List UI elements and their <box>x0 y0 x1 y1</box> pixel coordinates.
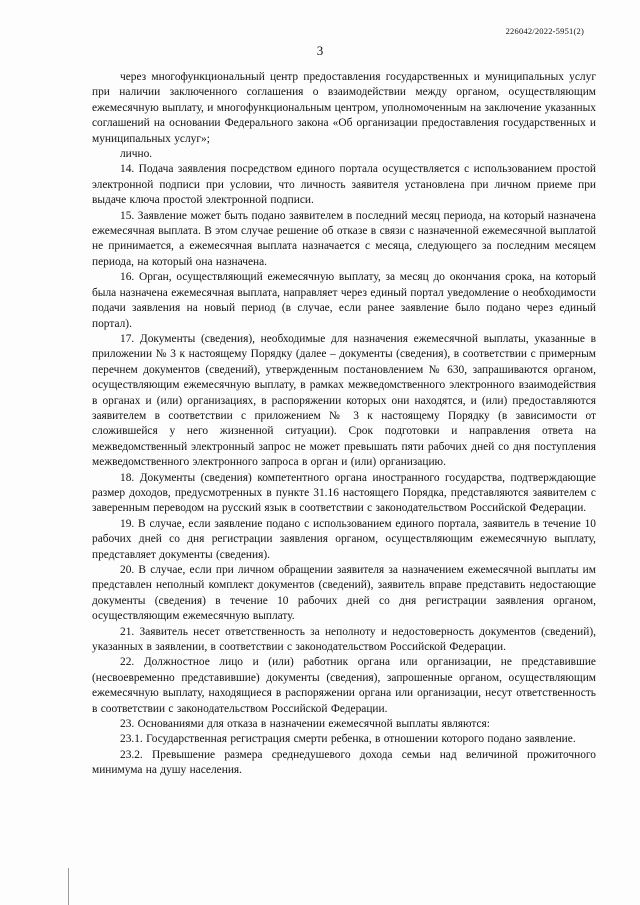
document-body <box>92 70 596 779</box>
paragraph-15: 15. Заявление может быть подано заявителем в последний месяц периода, на который назначена ежемесячная выплата. В этом случае решение об отказе в связи с назначенной ежемесячной выплатой не принимается, а ежемесячная выплата назначается с месяца, следующего за последним месяцем периода, на который она назначена. <box>92 209 596 268</box>
paragraph-23-2: 23.2. Превышение размера среднедушевого дохода семьи над величиной прожиточного минимума на душу населения. <box>92 748 596 777</box>
scan-artifact-line <box>68 868 69 905</box>
paragraph-23-1: 23.1. Государственная регистрация смерти ребенка, в отношении которого подано заявление. <box>120 733 576 746</box>
paragraph-19: 19. В случае, если заявление подано с использованием единого портала, заявитель в течение 10 рабочих дней со дня регистрации заявления органом, осуществляющим ежемесячную выплату, представляет документы (сведения). <box>92 517 596 561</box>
paragraph-18: 18. Документы (сведения) компетентного органа иностранного государства, подтверждающие размер доходов, предусмотренных в пункте 31.16 настоящего Порядка, представляются заявителем с заверенным переводом на русский язык в соответствии с законодательством Российской Федерации. <box>92 471 596 515</box>
paragraph-14: 14. Подача заявления посредством единого портала осуществляется с использованием простой электронной подписи при условии, что личность заявителя установлена при личном приеме при выдаче ключа простой электронной подписи. <box>92 163 596 207</box>
paragraph-20: 20. В случае, если при личном обращении заявителя за назначением ежемесячной выплаты им представлен неполный комплект документов (сведений), заявитель вправе представить недостающие документы (сведения) в течение 10 рабочих дней со дня регистрации заявления органом, осуществляющим ежемесячную выплату. <box>92 564 596 623</box>
paragraph-13-continuation: через многофункциональный центр предоставления государственных и муниципальных услуг при наличии заключенного соглашения о взаимодействии между органом, осуществляющим ежемесячную выплату, и многофункциональным центром, уполномоченным на заключение указанных соглашений на основании Федерального закона «Об организации предоставления государственных и муниципальных услуг»; <box>92 71 596 145</box>
paragraph-17: 17. Документы (сведения), необходимые для назначения ежемесячной выплаты, указанные в приложении № 3 к настоящему Порядку (далее – документы (сведения), в соответствии с примерным перечнем документов (сведений), утвержденным постановлением № 630, запрашиваются органом, осуществляющим ежемесячную выплату, в рамках межведомственного электронного взаимодействия в органах и (или) организациях, в распоряжении которых они находятся, и (или) предоставляются заявителем в соответствии с приложением № 3 к настоящему Порядку (в зависимости от сложившейся у него жизненной ситуации). Срок подготовки и направления ответа на межведомственный электронный запрос не может превышать пяти рабочих дней со дня поступления межведомственного электронного запроса в орган и (или) организацию. <box>92 332 596 469</box>
document-registration-number: 226042/2022-5951(2) <box>505 26 584 36</box>
paragraph-22: 22. Должностное лицо и (или) работник органа или организации, не представившие (несвоевременно представившие) документы (сведения), запрошенные органом, осуществляющим ежемесячную выплату, находящиеся в распоряжении органа или организации, несут ответственность в соответствии с законодательством Российской Федерации. <box>92 656 596 715</box>
paragraph-23: 23. Основаниями для отказа в назначении ежемесячной выплаты являются: <box>120 718 490 731</box>
page-number: 3 <box>316 43 324 58</box>
paragraph-16: 16. Орган, осуществляющий ежемесячную выплату, за месяц до окончания срока, на который была назначена ежемесячная выплата, направляет через единый портал уведомление о необходимости подачи заявления на новый период (в случае, если ранее заявление было подано через единый портал). <box>92 271 596 330</box>
paragraph-13-in-person: лично. <box>120 148 153 161</box>
paragraph-21: 21. Заявитель несет ответственность за неполноту и недостоверность документов (сведений), указанных в заявлении, в соответствии с законодательством Российской Федерации. <box>92 625 596 654</box>
